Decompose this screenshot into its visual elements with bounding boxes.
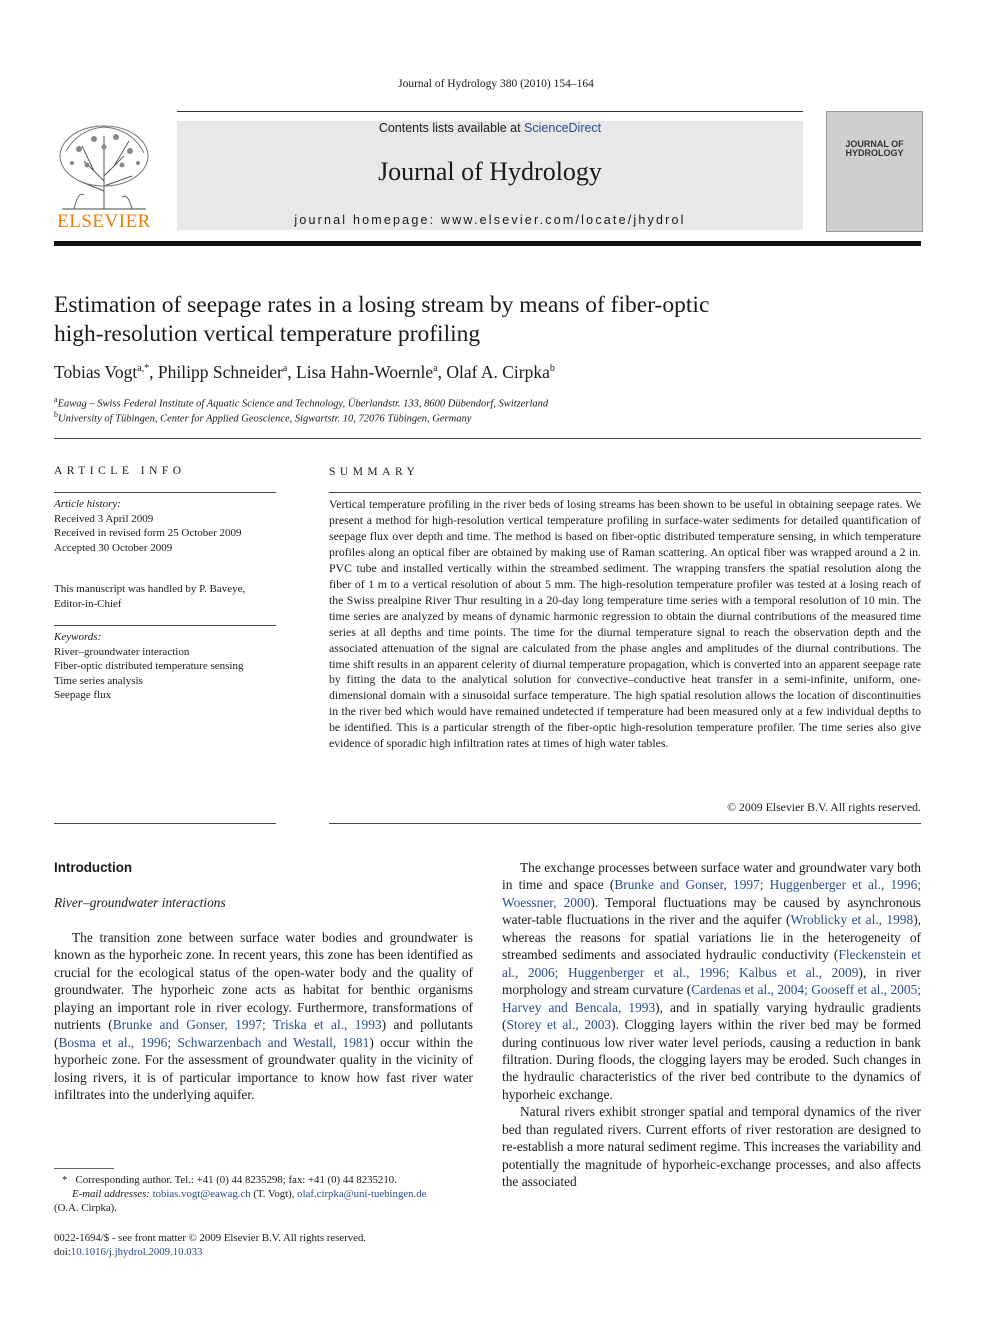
email-label: E-mail addresses: xyxy=(72,1188,150,1200)
title-divider xyxy=(54,438,921,439)
handled-line-2: Editor-in-Chief xyxy=(54,597,122,610)
intro-paragraph-3: Natural rivers exhibit stronger spatial and temporal dynamics of the river bed than regulated rivers. Current efforts of river restoration are designed to re-establish a more natural sediment regime. This increases the variability and potentially the magnitude of hyporheic-exchange processes, and also affects the associated xyxy=(502,1104,921,1190)
summary-rule xyxy=(329,492,921,493)
citation-link[interactable]: Wroblicky et al., 1998 xyxy=(790,912,914,928)
journal-cover-thumbnail xyxy=(826,111,923,232)
affiliation-sup: b xyxy=(54,410,58,419)
article-info-bottom-rule xyxy=(54,823,276,824)
affiliation-text: University of Tübingen, Center for Applied Geoscience, Sigwartstr. 10, 72076 Tübingen, Germany xyxy=(58,413,472,425)
text-run: ), whereas the reasons for spatial variations lie in the heterogeneity of streambed sediments and associated hydraulic conductivity ( xyxy=(502,912,921,963)
history-item: Received in revised form 25 October 2009 xyxy=(54,527,242,539)
journal-banner xyxy=(177,121,803,230)
right-column xyxy=(502,859,921,1191)
text-run: ) occur within the hyporheic zone. For the assessment of groundwater quality in the vicinity of losing rivers, it is of particular importance to know how fast river water infiltrates into the underlying aquifer. xyxy=(54,1034,473,1103)
summary-bottom-rule xyxy=(329,823,921,824)
header-top-rule xyxy=(177,111,803,112)
author-sup: b xyxy=(549,363,555,375)
article-info-rule xyxy=(54,492,276,493)
history-item: Accepted 30 October 2009 xyxy=(54,541,173,554)
citation-link[interactable]: Storey et al., 2003 xyxy=(506,1017,612,1033)
article-info-heading: ARTICLE INFO xyxy=(54,465,186,477)
keywords-rule xyxy=(54,625,276,626)
journal-homepage[interactable]: journal homepage: www.elsevier.com/locate/jhydrol xyxy=(294,213,686,227)
footnote-rule xyxy=(54,1168,114,1169)
author-sup: a xyxy=(282,363,288,375)
author-separator: , xyxy=(287,362,297,382)
footnote-block xyxy=(54,1173,484,1215)
history-label: Article history: xyxy=(54,498,121,510)
cover-title: JOURNAL OF HYDROLOGY xyxy=(845,139,904,158)
author-name[interactable]: Tobias Vogt xyxy=(54,362,138,382)
keywords-label: Keywords: xyxy=(54,631,102,643)
summary-heading: SUMMARY xyxy=(329,466,420,478)
text-run: The exchange processes between surface water and groundwater vary both in time and space ( xyxy=(502,860,921,893)
keyword: Fiber-optic distributed temperature sensing xyxy=(54,660,244,672)
doi-line xyxy=(54,1245,484,1259)
citation-link[interactable]: Brunke and Gonser, 1997; Triska et al., 1993 xyxy=(112,1017,382,1033)
affiliation-sup: a xyxy=(54,395,58,404)
email-link[interactable]: olaf.cirpka@uni-tuebingen.de xyxy=(297,1188,427,1200)
author-separator: , xyxy=(149,362,158,382)
citation-link[interactable]: Brunke and Gonser, 1997; Huggenberger et al., 1996; Woessner, 2000 xyxy=(502,877,921,910)
elsevier-wordmark: ELSEVIER xyxy=(57,211,151,232)
affiliation-a xyxy=(54,395,914,410)
keyword: Seepage flux xyxy=(54,689,112,701)
keyword: River–groundwater interaction xyxy=(54,645,190,658)
contents-availability xyxy=(177,121,803,135)
summary-text: Vertical temperature profiling in the river beds of losing streams has been shown to be useful in obtaining seepage rates. We present a method for high-resolution vertical temperature profiling in surface-water sediments for detailed quantification of seepage flux over depth and time. The method is based on fiber-optic distributed temperature sensing, in which temperature profiles along an optical fiber are obtained by making use of Raman scattering. An optical fiber was wrapped around a 2 in. PVC tube and installed vertically within the streambed sediment. The wrapping transfers the spatial resolution along the fiber of 1 m to a vertical resolution of about 5 mm. The high-resolution temperature profiler was tested at a losing reach of the Swiss prealpine River Thur resulting in a 20-day long temperature time series with a temporal resolution of 10 min. The time series are analyzed by means of dynamic harmonic regression to obtain the diurnal contributions of the measured time series at all depths and time points. The time for the diurnal temperature signal to reach the observation depth and the associated attenuation of the signal are calculated from the phase angles and amplitudes of the diurnal contributions. The time shift results in an apparent celerity of diurnal temperature propagation, which is converted into an apparent seepage rate by fitting the data to the analytical solution for convective–conductive heat transfer in a semi-infinite, uniform, one-dimensional domain with a sinusoidal surface temperature. The high spatial resolution allows the location of discontinuities in the river bed which would have remained undetected if temperature had been measured only at a few individual depths to be identified. This is a particular strength of the fiber-optic high-resolution temperature profiler. The time series also give evidence of sporadic high infiltration rates at times of high water tables. xyxy=(329,497,921,751)
text-run: ). Clogging layers within the river bed may be formed during continuous low river water level periods, causing a reduction in bank filtration. During floods, the clogging layers may be eroded. Such changes in the hydraulic characteristics of the river bed contribute to the dynamics of hyporheic exchange. xyxy=(502,1017,922,1102)
handled-line-1: This manuscript was handled by P. Baveye, xyxy=(54,583,246,595)
handling-editor xyxy=(54,582,284,611)
author-separator: , xyxy=(437,362,447,382)
email-line xyxy=(54,1187,484,1201)
keyword: Time series analysis xyxy=(54,674,143,687)
article-title xyxy=(54,291,914,349)
keywords-block xyxy=(54,630,284,703)
corresponding-text: Corresponding author. Tel.: +41 (0) 44 8235298; fax: +41 (0) 44 8235210. xyxy=(75,1174,397,1186)
front-matter-block xyxy=(54,1231,484,1259)
text-run: The transition zone between surface water bodies and groundwater is known as the hyporheic zone. In recent years, this zone has been identified as crucial for the ecological status of the open-water body and the quality of groundwater. The hyporheic zone acts as habitat for benthic organisms playing an important role in river ecology. Furthermore, transformations of nutrients ( xyxy=(54,930,473,1033)
citation-link[interactable]: Bosma et al., 1996; Schwarzenbach and Westall, 1981 xyxy=(58,1034,370,1050)
history-item: Received 3 April 2009 xyxy=(54,512,154,525)
email-owner: (O.A. Cirpka). xyxy=(54,1202,117,1214)
doi-link[interactable]: 10.1016/j.jhydrol.2009.10.033 xyxy=(70,1246,203,1258)
email-link[interactable]: tobias.vogt@eawag.ch xyxy=(152,1188,251,1200)
author-name[interactable]: Olaf A. Cirpka xyxy=(446,362,550,382)
affiliation-b xyxy=(54,410,914,425)
journal-citation: Journal of Hydrology 380 (2010) 154–164 xyxy=(398,78,594,90)
title-line-2: high-resolution vertical temperature profiling xyxy=(54,321,481,347)
author-sup: a,* xyxy=(137,363,150,375)
intro-paragraph-1 xyxy=(54,929,473,1104)
text-run: ), in river morphology and stream curvature ( xyxy=(502,964,921,998)
summary-copyright: © 2009 Elsevier B.V. All rights reserved. xyxy=(727,800,921,814)
author-name[interactable]: Philipp Schneider xyxy=(157,362,283,382)
text-run: ) and pollutants ( xyxy=(54,1017,474,1050)
author-sup: a xyxy=(433,363,438,375)
contents-prefix: Contents lists available at xyxy=(378,121,525,135)
author-name[interactable]: Lisa Hahn-Woernle xyxy=(296,362,434,382)
citation-link[interactable]: Cardenas et al., 2004; Gooseff et al., 2005; Harvey and Bencala, 1993 xyxy=(502,982,921,1015)
article-history xyxy=(54,497,284,555)
header-thick-rule xyxy=(54,241,921,246)
subsection-heading: River–groundwater interactions xyxy=(54,895,226,910)
text-run: ), and in spatially varying hydraulic gradients ( xyxy=(502,999,921,1033)
section-heading-introduction: Introduction xyxy=(54,860,133,875)
footnote-star: * xyxy=(62,1174,68,1186)
corresponding-author-note xyxy=(54,1173,484,1187)
journal-name: Journal of Hydrology xyxy=(378,157,602,186)
author-list xyxy=(54,362,914,383)
email-owner: (T. Vogt), xyxy=(250,1188,298,1200)
sciencedirect-link[interactable]: ScienceDirect xyxy=(524,121,602,135)
title-line-1: Estimation of seepage rates in a losing stream by means of fiber-optic xyxy=(54,292,710,318)
doi-prefix: doi: xyxy=(54,1246,71,1258)
intro-paragraph-2 xyxy=(502,859,921,1103)
affiliation-text: Eawag – Swiss Federal Institute of Aquatic Science and Technology, Überlandstr. 133, 8600 Dübendorf, Switzerland xyxy=(57,398,549,410)
text-run: ). Temporal fluctuations may be caused by asynchronous water-table fluctuations in the river and the aquifer ( xyxy=(502,894,921,928)
citation-link[interactable]: Fleckenstein et al., 2006; Huggenberger et al., 1996; Kalbus et al., 2009 xyxy=(502,947,921,980)
issn-line: 0022-1694/$ - see front matter © 2009 Elsevier B.V. All rights reserved. xyxy=(54,1232,367,1244)
